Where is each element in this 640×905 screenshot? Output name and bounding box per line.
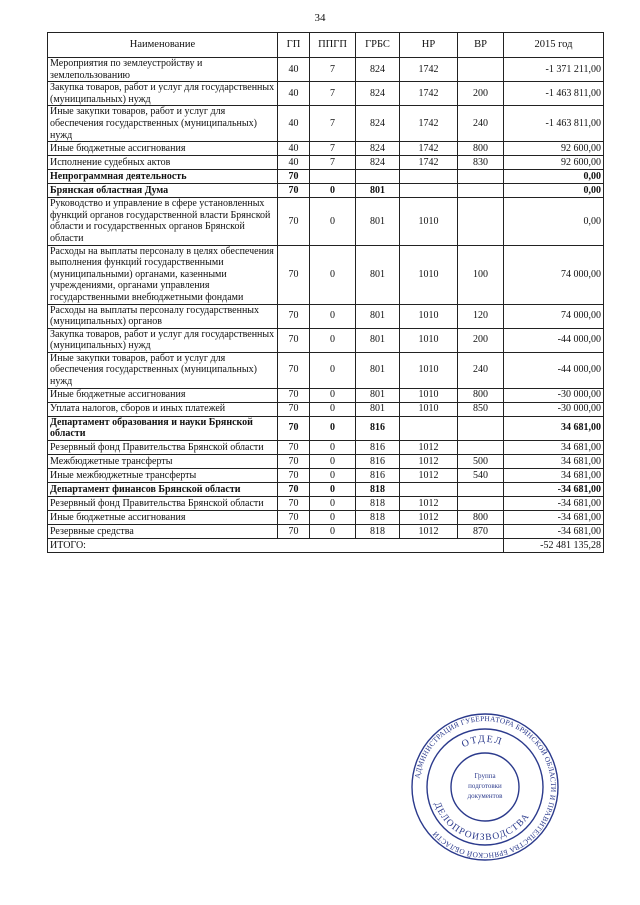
table-row xyxy=(48,156,604,170)
header-year: 2015 год xyxy=(504,33,604,58)
cell-np: 1742 xyxy=(400,106,458,142)
cell-np: 1010 xyxy=(400,304,458,328)
cell-vr: 800 xyxy=(458,388,504,402)
cell-pgp: 0 xyxy=(310,388,356,402)
cell-grbs: 824 xyxy=(356,156,400,170)
cell-sum: -34 681,00 xyxy=(504,496,604,510)
cell-np: 1012 xyxy=(400,454,458,468)
cell-name: Резервные средства xyxy=(48,524,278,538)
cell-vr: 540 xyxy=(458,468,504,482)
cell-grbs: 801 xyxy=(356,245,400,304)
cell-grbs: 801 xyxy=(356,304,400,328)
table-row xyxy=(48,184,604,198)
cell-gp: 70 xyxy=(278,510,310,524)
total-row xyxy=(48,538,604,552)
cell-name: Расходы на выплаты персоналу государственных (муниципальных) органов xyxy=(48,304,278,328)
cell-name: Иные бюджетные ассигнования xyxy=(48,142,278,156)
cell-np: 1742 xyxy=(400,156,458,170)
cell-sum: -44 000,00 xyxy=(504,352,604,388)
cell-np: 1742 xyxy=(400,82,458,106)
cell-sum: 74 000,00 xyxy=(504,245,604,304)
cell-grbs: 801 xyxy=(356,328,400,352)
cell-np xyxy=(400,184,458,198)
cell-pgp: 0 xyxy=(310,468,356,482)
cell-grbs: 824 xyxy=(356,106,400,142)
cell-name: Мероприятия по землеустройству и землепользованию xyxy=(48,58,278,82)
cell-name: Иные межбюджетные трансферты xyxy=(48,468,278,482)
cell-vr xyxy=(458,184,504,198)
cell-np: 1012 xyxy=(400,524,458,538)
cell-gp: 70 xyxy=(278,482,310,496)
cell-name: Закупка товаров, работ и услуг для государственных (муниципальных) нужд xyxy=(48,328,278,352)
cell-name: Расходы на выплаты персоналу в целях обеспечения выполнения функций государственными (муниципальными) органами, казенными учреждениями, органами управления государственными внебюджетными фондами xyxy=(48,245,278,304)
header-pgp: ППГП xyxy=(310,33,356,58)
cell-name: Брянская областная Дума xyxy=(48,184,278,198)
cell-gp: 70 xyxy=(278,454,310,468)
table-row xyxy=(48,402,604,416)
cell-vr: 830 xyxy=(458,156,504,170)
cell-name: Резервный фонд Правительства Брянской области xyxy=(48,496,278,510)
cell-name: Закупка товаров, работ и услуг для государственных (муниципальных) нужд xyxy=(48,82,278,106)
cell-name: Департамент финансов Брянской области xyxy=(48,482,278,496)
cell-sum: 74 000,00 xyxy=(504,304,604,328)
table-header-row xyxy=(48,33,604,58)
cell-grbs: 818 xyxy=(356,496,400,510)
cell-grbs: 824 xyxy=(356,58,400,82)
stamp-outer-text: АДМИНИСТРАЦИЯ ГУБЕРНАТОРА БРЯНСКОЙ ОБЛАСТИ И ПРАВИТЕЛЬСТВА БРЯНСКОЙ ОБЛАСТИ xyxy=(412,713,559,861)
cell-pgp: 0 xyxy=(310,524,356,538)
cell-sum: -1 463 811,00 xyxy=(504,106,604,142)
cell-np: 1742 xyxy=(400,58,458,82)
cell-sum: 34 681,00 xyxy=(504,454,604,468)
table-row xyxy=(48,82,604,106)
cell-vr xyxy=(458,58,504,82)
cell-vr xyxy=(458,482,504,496)
cell-pgp: 0 xyxy=(310,352,356,388)
cell-sum: -34 681,00 xyxy=(504,510,604,524)
cell-sum: 92 600,00 xyxy=(504,156,604,170)
table-row xyxy=(48,468,604,482)
cell-grbs: 816 xyxy=(356,454,400,468)
cell-np xyxy=(400,170,458,184)
cell-gp: 40 xyxy=(278,106,310,142)
cell-name: Уплата налогов, сборов и иных платежей xyxy=(48,402,278,416)
cell-gp: 70 xyxy=(278,304,310,328)
table-row xyxy=(48,58,604,82)
cell-pgp: 0 xyxy=(310,454,356,468)
cell-name: Департамент образования и науки Брянской области xyxy=(48,416,278,440)
cell-grbs: 816 xyxy=(356,468,400,482)
cell-gp: 70 xyxy=(278,416,310,440)
cell-np: 1012 xyxy=(400,440,458,454)
cell-grbs: 816 xyxy=(356,440,400,454)
cell-sum: 0,00 xyxy=(504,170,604,184)
cell-grbs: 816 xyxy=(356,416,400,440)
cell-gp: 70 xyxy=(278,496,310,510)
cell-sum: -30 000,00 xyxy=(504,388,604,402)
header-vr: ВР xyxy=(458,33,504,58)
table-row xyxy=(48,142,604,156)
department-stamp xyxy=(410,712,560,862)
cell-np xyxy=(400,416,458,440)
cell-gp: 40 xyxy=(278,156,310,170)
cell-np: 1742 xyxy=(400,142,458,156)
cell-vr: 500 xyxy=(458,454,504,468)
cell-sum: -30 000,00 xyxy=(504,402,604,416)
cell-vr: 200 xyxy=(458,82,504,106)
cell-gp: 40 xyxy=(278,82,310,106)
cell-vr: 240 xyxy=(458,106,504,142)
cell-pgp: 0 xyxy=(310,510,356,524)
table-row xyxy=(48,106,604,142)
cell-np: 1010 xyxy=(400,198,458,245)
cell-name: Межбюджетные трансферты xyxy=(48,454,278,468)
table-row xyxy=(48,524,604,538)
header-name: Наименование xyxy=(48,33,278,58)
header-grbs: ГРБС xyxy=(356,33,400,58)
cell-pgp: 7 xyxy=(310,142,356,156)
cell-vr xyxy=(458,198,504,245)
cell-gp: 70 xyxy=(278,352,310,388)
cell-grbs: 818 xyxy=(356,510,400,524)
budget-table xyxy=(47,32,604,553)
cell-vr: 800 xyxy=(458,142,504,156)
cell-name: Иные закупки товаров, работ и услуг для обеспечения государственных (муниципальных) нужд xyxy=(48,352,278,388)
cell-gp: 70 xyxy=(278,170,310,184)
cell-vr: 200 xyxy=(458,328,504,352)
stamp-center-line-3: документов xyxy=(467,792,503,800)
cell-np: 1010 xyxy=(400,402,458,416)
stamp-center-line-1: Группа xyxy=(474,772,496,780)
cell-np: 1010 xyxy=(400,245,458,304)
table-row xyxy=(48,482,604,496)
table-body xyxy=(48,58,604,539)
cell-sum: -1 371 211,00 xyxy=(504,58,604,82)
cell-gp: 70 xyxy=(278,440,310,454)
cell-gp: 70 xyxy=(278,388,310,402)
cell-pgp: 7 xyxy=(310,156,356,170)
cell-gp: 70 xyxy=(278,468,310,482)
cell-pgp: 0 xyxy=(310,328,356,352)
cell-vr xyxy=(458,170,504,184)
cell-pgp: 0 xyxy=(310,198,356,245)
cell-gp: 40 xyxy=(278,142,310,156)
cell-vr xyxy=(458,440,504,454)
cell-pgp: 7 xyxy=(310,82,356,106)
cell-grbs: 801 xyxy=(356,184,400,198)
table-row xyxy=(48,510,604,524)
cell-sum: -34 681,00 xyxy=(504,524,604,538)
cell-sum: 0,00 xyxy=(504,184,604,198)
cell-grbs: 801 xyxy=(356,402,400,416)
cell-grbs: 818 xyxy=(356,524,400,538)
cell-sum: 0,00 xyxy=(504,198,604,245)
cell-grbs: 824 xyxy=(356,142,400,156)
cell-vr: 100 xyxy=(458,245,504,304)
table-row xyxy=(48,454,604,468)
cell-name: Исполнение судебных актов xyxy=(48,156,278,170)
cell-sum: 92 600,00 xyxy=(504,142,604,156)
header-gp: ГП xyxy=(278,33,310,58)
table-row xyxy=(48,352,604,388)
cell-name: Руководство и управление в сфере установленных функций органов государственной власти Брянской области и государственных органов Брянской области xyxy=(48,198,278,245)
cell-grbs: 801 xyxy=(356,198,400,245)
header-np: НР xyxy=(400,33,458,58)
cell-vr: 120 xyxy=(458,304,504,328)
cell-grbs xyxy=(356,170,400,184)
cell-sum: -1 463 811,00 xyxy=(504,82,604,106)
cell-np: 1010 xyxy=(400,328,458,352)
total-label: ИТОГО: xyxy=(48,538,504,552)
cell-sum: 34 681,00 xyxy=(504,440,604,454)
cell-sum: -44 000,00 xyxy=(504,328,604,352)
cell-gp: 40 xyxy=(278,58,310,82)
cell-name: Иные закупки товаров, работ и услуг для обеспечения государственных (муниципальных) нужд xyxy=(48,106,278,142)
cell-gp: 70 xyxy=(278,328,310,352)
table-row xyxy=(48,170,604,184)
cell-vr: 240 xyxy=(458,352,504,388)
cell-vr xyxy=(458,496,504,510)
stamp-inner-bottom-text: ДЕЛОПРОИЗВОДСТВА xyxy=(431,800,533,844)
page-number: 34 xyxy=(314,12,326,24)
cell-vr: 800 xyxy=(458,510,504,524)
cell-np: 1010 xyxy=(400,388,458,402)
cell-grbs: 801 xyxy=(356,352,400,388)
cell-name: Иные бюджетные ассигнования xyxy=(48,388,278,402)
cell-gp: 70 xyxy=(278,402,310,416)
cell-pgp: 0 xyxy=(310,304,356,328)
table-row xyxy=(48,496,604,510)
cell-gp: 70 xyxy=(278,245,310,304)
table-row xyxy=(48,416,604,440)
cell-np: 1012 xyxy=(400,468,458,482)
cell-pgp xyxy=(310,170,356,184)
cell-np xyxy=(400,482,458,496)
cell-pgp: 0 xyxy=(310,184,356,198)
cell-vr: 850 xyxy=(458,402,504,416)
cell-pgp: 0 xyxy=(310,482,356,496)
cell-grbs: 801 xyxy=(356,388,400,402)
cell-np: 1012 xyxy=(400,496,458,510)
table-row xyxy=(48,198,604,245)
cell-name: Иные бюджетные ассигнования xyxy=(48,510,278,524)
table-row xyxy=(48,328,604,352)
cell-gp: 70 xyxy=(278,198,310,245)
cell-pgp: 0 xyxy=(310,416,356,440)
cell-pgp: 0 xyxy=(310,440,356,454)
cell-grbs: 818 xyxy=(356,482,400,496)
cell-vr: 870 xyxy=(458,524,504,538)
table-row xyxy=(48,440,604,454)
cell-pgp: 7 xyxy=(310,106,356,142)
cell-np: 1010 xyxy=(400,352,458,388)
cell-grbs: 824 xyxy=(356,82,400,106)
cell-pgp: 7 xyxy=(310,58,356,82)
total-sum: -52 481 135,28 xyxy=(504,538,604,552)
cell-vr xyxy=(458,416,504,440)
cell-name: Непрограммная деятельность xyxy=(48,170,278,184)
cell-name: Резервный фонд Правительства Брянской области xyxy=(48,440,278,454)
cell-sum: 34 681,00 xyxy=(504,468,604,482)
cell-pgp: 0 xyxy=(310,245,356,304)
cell-np: 1012 xyxy=(400,510,458,524)
cell-pgp: 0 xyxy=(310,496,356,510)
stamp-center-line-2: подготовки xyxy=(468,782,502,790)
stamp-inner-top-text: ОТДЕЛ xyxy=(460,733,505,751)
table-row xyxy=(48,388,604,402)
cell-sum: 34 681,00 xyxy=(504,416,604,440)
table-row xyxy=(48,245,604,304)
cell-sum: -34 681,00 xyxy=(504,482,604,496)
cell-gp: 70 xyxy=(278,524,310,538)
table-row xyxy=(48,304,604,328)
cell-gp: 70 xyxy=(278,184,310,198)
cell-pgp: 0 xyxy=(310,402,356,416)
